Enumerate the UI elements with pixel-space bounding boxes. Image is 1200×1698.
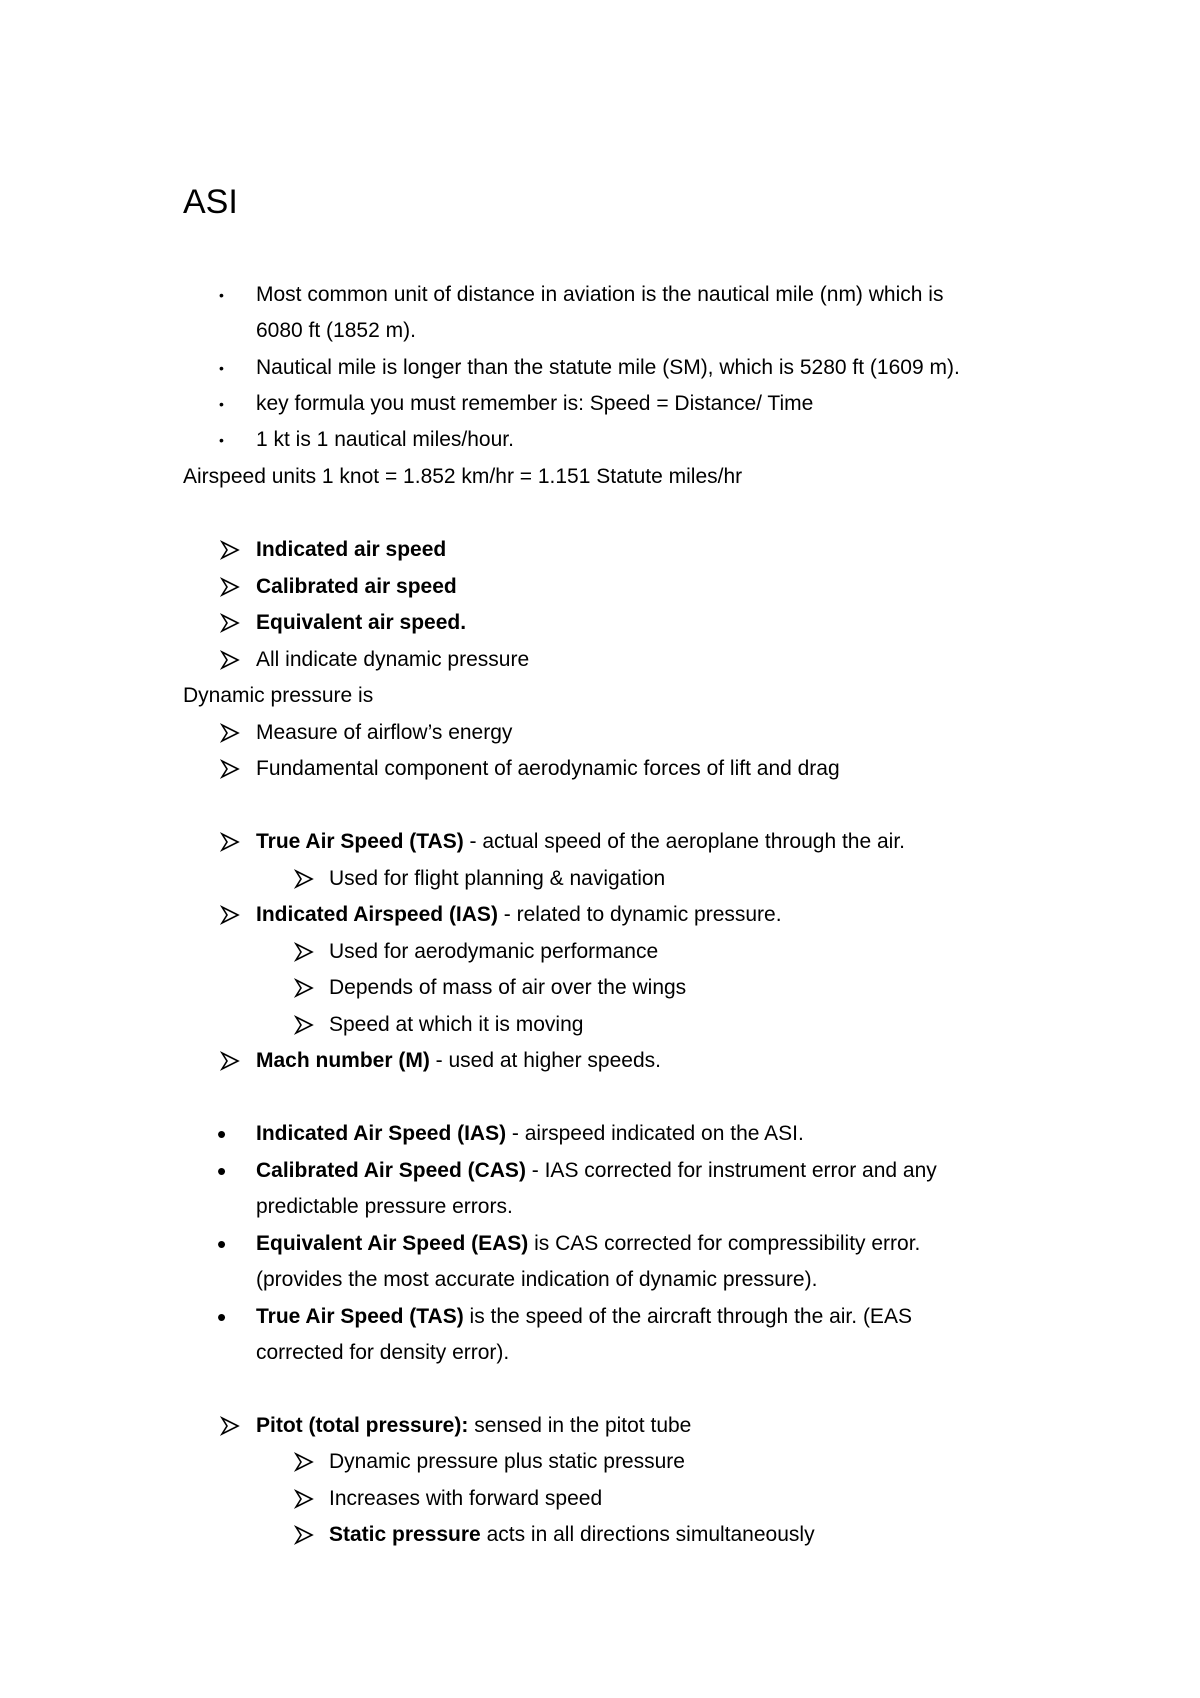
sub-list-item: Used for flight planning & navigation (329, 867, 666, 890)
sub-list-item: Depends of mass of air over the wings (329, 976, 687, 999)
term-text: - actual speed of the aeroplane through the air. (463, 830, 906, 853)
arrow-bullet-icon (294, 1489, 314, 1509)
term-label: Indicated Air Speed (IAS) (256, 1122, 507, 1145)
list-item (256, 608, 466, 638)
list-item-mach (256, 1046, 661, 1076)
arrow-bullet-icon (220, 1416, 240, 1436)
bullet-icon: • (219, 396, 224, 412)
term-label: True Air Speed (TAS) (256, 830, 464, 853)
term-text: is CAS corrected for compressibility error. (528, 1232, 921, 1255)
arrow-bullet-icon (294, 869, 314, 889)
bullet-icon: • (219, 432, 224, 448)
arrow-bullet-icon (294, 942, 314, 962)
sub-list-item: Increases with forward speed (329, 1487, 603, 1510)
arrow-bullet-icon (220, 832, 240, 852)
term-label: Indicated Airspeed (IAS) (256, 903, 498, 926)
sub-list-item: Dynamic pressure plus static pressure (329, 1450, 685, 1473)
list-item (256, 572, 457, 602)
term-label: True Air Speed (TAS) (256, 1305, 464, 1328)
list-item: Fundamental component of aerodynamic forces of lift and drag (256, 757, 840, 780)
arrow-bullet-icon (220, 577, 240, 597)
arrow-bullet-icon (294, 1452, 314, 1472)
term-label: Mach number (M) (256, 1049, 430, 1072)
term-text: - airspeed indicated on the ASI. (506, 1122, 804, 1145)
sub-list-item: Used for aerodymanic performance (329, 940, 659, 963)
term-text: - related to dynamic pressure. (497, 903, 782, 926)
term-text: sensed in the pitot tube (468, 1414, 692, 1437)
term-label: Pitot (total pressure): (256, 1414, 469, 1437)
arrow-bullet-icon (220, 759, 240, 779)
list-item-ias (256, 900, 782, 930)
definition-continuation: (provides the most accurate indication of dynamic pressure). (256, 1268, 818, 1291)
list-item-tas (256, 827, 905, 857)
arrow-bullet-icon (220, 650, 240, 670)
arrow-bullet-icon (220, 905, 240, 925)
arrow-bullet-icon (220, 613, 240, 633)
arrow-bullet-icon (220, 1051, 240, 1071)
arrow-bullet-icon (220, 540, 240, 560)
sub-list-item (329, 1520, 815, 1550)
bullet-icon: • (217, 1229, 227, 1259)
bullet-icon: • (219, 360, 224, 376)
term-text: acts in all directions simultaneously (480, 1523, 815, 1546)
list-item-bold: Calibrated air speed (256, 575, 457, 598)
airspeed-units-line: Airspeed units 1 knot = 1.852 km/hr = 1.151 Statute miles/hr (183, 465, 743, 488)
bullet-icon: • (219, 287, 224, 303)
sub-list-item: Speed at which it is moving (329, 1013, 584, 1036)
list-item: All indicate dynamic pressure (256, 648, 530, 671)
definition-ias (256, 1119, 804, 1149)
term-label: Calibrated Air Speed (CAS) (256, 1159, 526, 1182)
arrow-bullet-icon (294, 978, 314, 998)
dynamic-pressure-heading: Dynamic pressure is (183, 684, 374, 707)
list-item: Nautical mile is longer than the statute mile (SM), which is 5280 ft (1609 m). (256, 356, 960, 379)
list-item-bold: Equivalent air speed. (256, 611, 467, 634)
term-text: is the speed of the aircraft through the air. (EAS (463, 1305, 912, 1328)
arrow-bullet-icon (294, 1525, 314, 1545)
definition-cas (256, 1156, 937, 1186)
bullet-icon: • (217, 1119, 227, 1149)
bullet-icon: • (217, 1302, 227, 1332)
arrow-bullet-icon (294, 1015, 314, 1035)
bullet-icon: • (217, 1156, 227, 1186)
list-item-bold: Indicated air speed (256, 538, 447, 561)
term-text: - used at higher speeds. (429, 1049, 661, 1072)
list-item: 1 kt is 1 nautical miles/hour. (256, 428, 514, 451)
definition-continuation: predictable pressure errors. (256, 1195, 513, 1218)
term-label: Equivalent Air Speed (EAS) (256, 1232, 529, 1255)
list-item: Measure of airflow’s energy (256, 721, 513, 744)
list-item-pitot (256, 1411, 691, 1441)
arrow-bullet-icon (220, 723, 240, 743)
definition-eas (256, 1229, 920, 1259)
page-title: ASI (183, 183, 238, 221)
list-item (256, 535, 446, 565)
definition-continuation: corrected for density error). (256, 1341, 510, 1364)
list-item-continuation: 6080 ft (1852 m). (256, 319, 416, 342)
term-text: - IAS corrected for instrument error and any (525, 1159, 937, 1182)
term-label: Static pressure (329, 1523, 481, 1546)
definition-tas (256, 1302, 912, 1332)
list-item: Most common unit of distance in aviation is the nautical mile (nm) which is (256, 283, 944, 306)
list-item: key formula you must remember is: Speed = Distance/ Time (256, 392, 814, 415)
